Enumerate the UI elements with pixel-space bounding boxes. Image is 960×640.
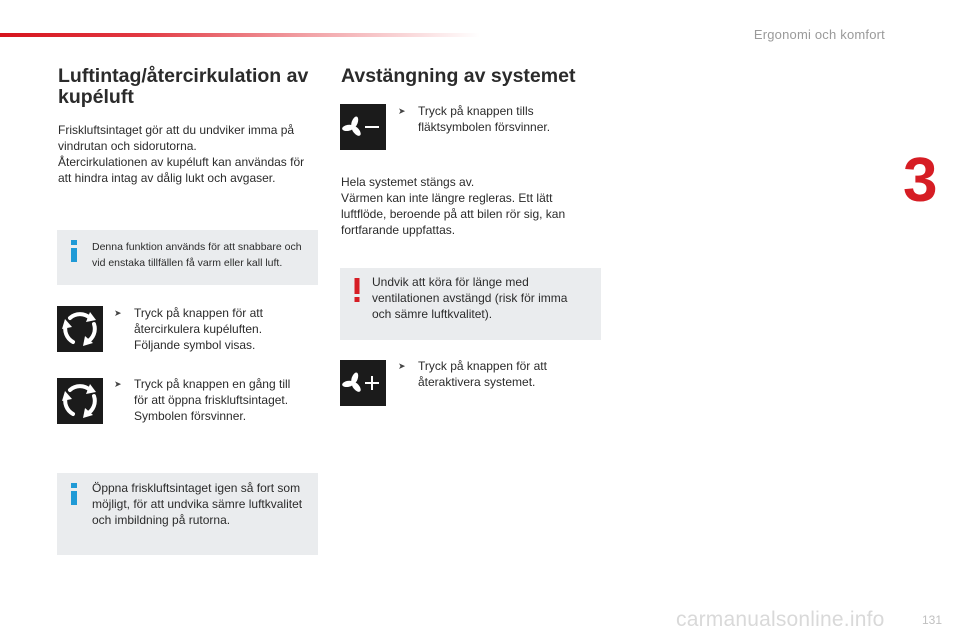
text-line: möjligt, för att undvika sämre luftkvalitet bbox=[92, 497, 303, 511]
arrow-bullet-icon: ➤ bbox=[398, 106, 406, 116]
text-line: luftflöde, beroende på att bilen rör sig, kan bbox=[341, 207, 566, 221]
text-line: återcirkulera kupéluften. bbox=[134, 322, 263, 336]
page-number: 131 bbox=[921, 613, 942, 627]
info-note-text bbox=[92, 480, 302, 528]
text-line: Tryck på knappen en gång till bbox=[134, 377, 291, 391]
section-title-recirculation bbox=[58, 66, 308, 108]
text-line: för att öppna friskluftsintaget. bbox=[134, 393, 289, 407]
chapter-title: Ergonomi och komfort bbox=[753, 27, 885, 42]
text-line: och imbildning på rutorna. bbox=[92, 513, 231, 527]
recirculation-icon bbox=[57, 306, 103, 352]
info-note-text bbox=[92, 239, 302, 271]
info-icon bbox=[69, 240, 79, 262]
warning-note bbox=[340, 268, 601, 340]
info-note-2 bbox=[57, 473, 318, 555]
recirculation-icon bbox=[57, 378, 103, 424]
text-line: Friskluftsintaget gör att du undviker imma på bbox=[58, 123, 295, 137]
arrow-bullet-icon: ➤ bbox=[398, 361, 406, 371]
recirculation-button-image-2 bbox=[57, 378, 103, 424]
title-line: Luftintag/återcirkulation av bbox=[58, 65, 309, 87]
text-line: fläktsymbolen försvinner. bbox=[418, 120, 551, 134]
text-line: Undvik att köra för länge med bbox=[372, 275, 529, 289]
info-note-1 bbox=[57, 230, 318, 285]
text-line: Följande symbol visas. bbox=[134, 338, 256, 352]
text-line: vid enstaka tillfällen få varm eller kall luft. bbox=[92, 257, 283, 269]
text-line: Denna funktion används för att snabbare och bbox=[92, 241, 302, 253]
text-line: ventilationen avstängd (risk för imma bbox=[372, 291, 568, 305]
warning-icon bbox=[353, 278, 361, 302]
watermark: carmanualsonline.info bbox=[676, 608, 885, 631]
text-line: Öppna friskluftsintaget igen så fort som bbox=[92, 481, 301, 495]
shutdown-paragraph bbox=[341, 174, 565, 238]
warning-note-text bbox=[372, 274, 567, 322]
fan-minus-button-image bbox=[340, 104, 386, 150]
text-line: vindrutan och sidorutorna. bbox=[58, 139, 197, 153]
chapter-number: 3 bbox=[903, 146, 938, 215]
intro-paragraph bbox=[58, 122, 304, 186]
text-line: Tryck på knappen för att bbox=[134, 306, 263, 320]
fan-minus-icon bbox=[340, 104, 386, 150]
chapter-accent-bar bbox=[0, 33, 480, 37]
text-line: att hindra intag av dålig lukt och avgaser. bbox=[58, 171, 276, 185]
text-line: fortfarande uppfattas. bbox=[341, 223, 456, 237]
text-line: Symbolen försvinner. bbox=[134, 409, 247, 423]
title-line: kupéluft bbox=[58, 86, 134, 108]
section-title-shutdown: Avstängning av systemet bbox=[341, 65, 576, 87]
text-line: Tryck på knappen för att bbox=[418, 359, 547, 373]
text-line: Hela systemet stängs av. bbox=[341, 175, 475, 189]
text-line: återaktivera systemet. bbox=[418, 375, 536, 389]
fan-plus-icon bbox=[340, 360, 386, 406]
arrow-bullet-icon: ➤ bbox=[114, 379, 122, 389]
recirculation-button-image bbox=[57, 306, 103, 352]
info-icon bbox=[69, 483, 79, 505]
text-line: Återcirkulationen av kupéluft kan användas för bbox=[58, 155, 305, 169]
text-line: Tryck på knappen tills bbox=[418, 104, 534, 118]
text-line: Värmen kan inte längre regleras. Ett lätt bbox=[341, 191, 553, 205]
arrow-bullet-icon: ➤ bbox=[114, 308, 122, 318]
text-line: och sämre luftkvalitet). bbox=[372, 307, 493, 321]
fan-plus-button-image bbox=[340, 360, 386, 406]
